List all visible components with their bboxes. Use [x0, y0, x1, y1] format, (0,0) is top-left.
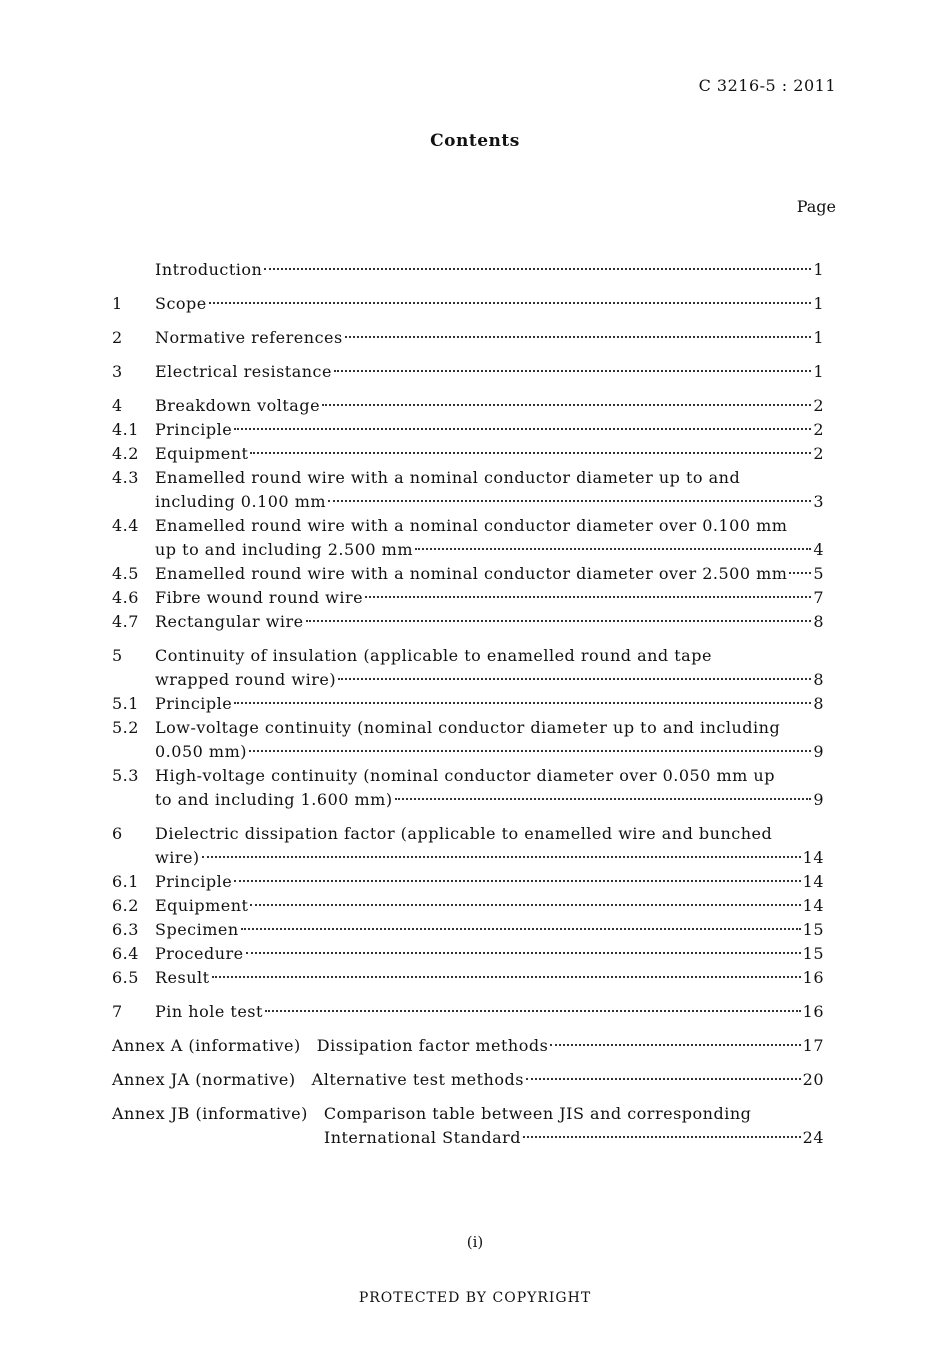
toc-entry-page: 17: [802, 1036, 824, 1055]
toc-entry-line: [155, 894, 824, 918]
dot-leader: [202, 856, 801, 858]
toc-entry-body: [155, 1000, 824, 1024]
toc-entry-title: 0.050 mm): [155, 742, 247, 761]
toc-entry[interactable]: [112, 562, 824, 586]
toc-entry-line: [155, 466, 824, 490]
annex-entry[interactable]: [112, 1068, 824, 1092]
toc-entry-title: Pin hole test: [155, 1002, 263, 1021]
toc-entry-number: 6.2: [112, 896, 139, 915]
dot-leader: [264, 268, 811, 270]
toc-section-group: [112, 1000, 824, 1024]
toc-entry-line: [155, 966, 824, 990]
page-title: Contents: [430, 131, 520, 151]
toc-entry-title: Result: [155, 968, 210, 987]
toc-entry-line: [155, 394, 824, 418]
toc-entry-body: [155, 418, 824, 442]
toc-entry-page: 14: [802, 848, 824, 867]
dot-leader: [415, 548, 811, 550]
dot-leader: [306, 620, 812, 622]
toc-entry-line: [155, 258, 824, 282]
toc-entry-line: [155, 644, 824, 668]
annex-label: Annex A (informative): [112, 1036, 301, 1055]
toc-entry-line: [317, 1034, 824, 1058]
toc-entry-title: Normative references: [155, 328, 343, 347]
toc-entry-body: [155, 894, 824, 918]
toc-entry-body: [155, 942, 824, 966]
toc-section-group: [112, 258, 824, 282]
dot-leader: [338, 678, 811, 680]
toc-entry-title: Enamelled round wire with a nominal conductor diameter over 2.500 mm: [155, 564, 788, 583]
toc-entry-number: 4.3: [112, 468, 139, 487]
toc-entry[interactable]: [112, 894, 824, 918]
toc-entry-number: 5.1: [112, 694, 139, 713]
toc-entry-title: Enamelled round wire with a nominal conductor diameter up to and: [155, 468, 741, 487]
toc-entry-title: Continuity of insulation (applicable to enamelled round and tape: [155, 646, 712, 665]
toc-entry-line: [155, 822, 824, 846]
toc-entry-page: 1: [813, 260, 824, 279]
toc-entry-number: 6.4: [112, 944, 139, 963]
toc-entry-page: 9: [813, 742, 824, 761]
toc-entry-title: including 0.100 mm: [155, 492, 327, 511]
toc-section-group: [112, 822, 824, 990]
dot-leader: [265, 1010, 801, 1012]
annex-entry-body: [312, 1068, 824, 1092]
toc-entry-title: wrapped round wire): [155, 670, 337, 689]
toc-entry-body: [155, 610, 824, 634]
toc-entry-line: [155, 514, 824, 538]
document-code: C 3216-5 : 2011: [698, 76, 836, 95]
toc-entry-body: [155, 586, 824, 610]
toc-entry-line: [155, 562, 824, 586]
toc-entry-line: [155, 292, 824, 316]
toc-entry-line: [155, 668, 824, 692]
toc-entry[interactable]: [112, 870, 824, 894]
toc-entry-title: Enamelled round wire with a nominal conductor diameter over 0.100 mm: [155, 516, 788, 535]
toc-entry-page: 7: [813, 588, 824, 607]
toc-entry-body: [155, 918, 824, 942]
toc-entry-page: 4: [813, 540, 824, 559]
toc-entry[interactable]: [112, 292, 824, 316]
toc-entry-line: [155, 326, 824, 350]
toc-entry-number: 3: [112, 362, 123, 381]
dot-leader: [234, 880, 800, 882]
toc-entry-line: [155, 942, 824, 966]
toc-entry[interactable]: [112, 586, 824, 610]
toc-entry-title: Breakdown voltage: [155, 396, 321, 415]
toc-entry-title: Equipment: [155, 896, 249, 915]
toc-entry-page: 16: [802, 968, 824, 987]
toc-entry[interactable]: [112, 326, 824, 350]
dot-leader: [250, 904, 800, 906]
toc-entry-title: Equipment: [155, 444, 249, 463]
toc-entry-title: Specimen: [155, 920, 239, 939]
copyright-notice: PROTECTED BY COPYRIGHT: [358, 1290, 592, 1306]
dot-leader: [523, 1136, 801, 1138]
toc-entry-line: [324, 1102, 824, 1126]
toc-entry-title: International Standard: [323, 1128, 522, 1147]
toc-entry-line: [155, 846, 824, 870]
toc-entry-number: 5: [112, 646, 123, 665]
toc-entry-body: [155, 442, 824, 466]
toc-entry-line: [155, 442, 824, 466]
toc-entry-page: 14: [802, 872, 824, 891]
dot-leader: [550, 1044, 800, 1046]
toc-entry-title: wire): [155, 848, 200, 867]
dot-leader: [526, 1078, 801, 1080]
toc-entry[interactable]: [112, 1000, 824, 1024]
toc-entry-title: Electrical resistance: [155, 362, 332, 381]
toc-entry-line: [155, 1000, 824, 1024]
toc-entry[interactable]: [112, 394, 824, 418]
toc-entry[interactable]: [112, 442, 824, 466]
toc-entry-title: Principle: [155, 420, 233, 439]
toc-entry[interactable]: [112, 466, 824, 514]
toc-entry-line: [155, 918, 824, 942]
annex-entry-body: [317, 1034, 824, 1058]
toc-entry[interactable]: [112, 610, 824, 634]
toc-entry-line: [155, 692, 824, 716]
toc-entry-page: 8: [813, 612, 824, 631]
dot-leader: [209, 302, 812, 304]
toc-entry-body: [155, 394, 824, 418]
dot-leader: [212, 976, 801, 978]
toc-entry[interactable]: [112, 822, 824, 870]
toc-entry-number: 4.5: [112, 564, 139, 583]
toc-entry-title: Scope: [155, 294, 207, 313]
toc-entry-line: [155, 870, 824, 894]
toc-entry-title: Dielectric dissipation factor (applicable to enamelled wire and bunched: [155, 824, 773, 843]
toc-entry[interactable]: [112, 644, 824, 692]
toc-entry-page: 20: [802, 1070, 824, 1089]
toc-entry-title: Rectangular wire: [155, 612, 304, 631]
toc-entry-number: [112, 258, 155, 282]
toc-entry-number: 6.1: [112, 872, 139, 891]
toc-entry[interactable]: [112, 942, 824, 966]
toc-entry-page: 1: [813, 294, 824, 313]
toc-entry-page: 8: [813, 670, 824, 689]
toc-entry-body: [155, 562, 824, 586]
toc-entry-page: 2: [813, 444, 824, 463]
footer-page-number: (i): [466, 1233, 484, 1251]
toc-entry-line: [155, 586, 824, 610]
toc-entry-body: [155, 764, 824, 812]
toc-entry-number: 4.2: [112, 444, 139, 463]
dot-leader: [395, 798, 812, 800]
toc-entry-title: Principle: [155, 694, 233, 713]
toc-entry-title: to and including 1.600 mm): [155, 790, 393, 809]
dot-leader: [322, 404, 811, 406]
toc-entry-title: Fibre wound round wire: [155, 588, 364, 607]
toc-entry-page: 24: [802, 1128, 824, 1147]
toc-entry-body: [155, 716, 824, 764]
toc-entry-line: [155, 490, 824, 514]
toc-entry-number: 6.3: [112, 920, 139, 939]
toc-entry-body: [155, 966, 824, 990]
toc-entry-number: 4.7: [112, 612, 139, 631]
annex-label: Annex JB (informative): [112, 1104, 308, 1123]
dot-leader: [234, 702, 811, 704]
toc-entry-page: 9: [813, 790, 824, 809]
table-of-contents: [112, 258, 824, 1160]
toc-entry-number: 6.5: [112, 968, 139, 987]
toc-entry-line: [155, 360, 824, 384]
toc-entry-number: 4.6: [112, 588, 139, 607]
toc-entry[interactable]: [112, 360, 824, 384]
annex-entry[interactable]: [112, 1034, 824, 1058]
toc-entry-number: 2: [112, 328, 123, 347]
dot-leader: [334, 370, 811, 372]
toc-entry[interactable]: [112, 764, 824, 812]
dot-leader: [241, 928, 801, 930]
dot-leader: [246, 952, 801, 954]
annex-entry-body: [324, 1102, 824, 1150]
toc-entry-title: High-voltage continuity (nominal conductor diameter over 0.050 mm up: [155, 766, 775, 785]
dot-leader: [789, 572, 811, 574]
toc-entry-number: 4.4: [112, 516, 139, 535]
toc-entry-number: 7: [112, 1002, 123, 1021]
toc-entry-page: 8: [813, 694, 824, 713]
toc-entry[interactable]: [112, 966, 824, 990]
toc-entry-number: 5.3: [112, 766, 139, 785]
toc-entry[interactable]: [112, 258, 824, 282]
toc-entry-title: Comparison table between JIS and corresponding: [323, 1104, 752, 1123]
toc-entry-number: 6: [112, 824, 123, 843]
toc-entry-body: [155, 466, 824, 514]
toc-entry-line: [324, 1126, 824, 1150]
toc-entry-line: [155, 610, 824, 634]
dot-leader: [234, 428, 811, 430]
toc-entry-body: [155, 360, 824, 384]
toc-entry-number: 5.2: [112, 718, 139, 737]
toc-entry[interactable]: [112, 716, 824, 764]
toc-entry-line: [155, 716, 824, 740]
annex-label: Annex JA (normative): [112, 1070, 296, 1089]
toc-entry[interactable]: [112, 918, 824, 942]
toc-entry[interactable]: [112, 692, 824, 716]
toc-entry-number: 4: [112, 396, 123, 415]
toc-entry-line: [155, 418, 824, 442]
toc-entry-body: [155, 822, 824, 870]
dot-leader: [345, 336, 812, 338]
toc-entry-line: [155, 740, 824, 764]
toc-entry-page: 1: [813, 328, 824, 347]
annex-entry[interactable]: [112, 1102, 824, 1150]
toc-entry-body: [155, 644, 824, 692]
toc-entry-page: 15: [802, 944, 824, 963]
toc-entry-number: 1: [112, 294, 123, 313]
dot-leader: [250, 452, 811, 454]
toc-entry-body: [155, 326, 824, 350]
toc-entry-page: 2: [813, 396, 824, 415]
toc-entry-page: 16: [802, 1002, 824, 1021]
toc-entry-line: [155, 764, 824, 788]
toc-entry[interactable]: [112, 418, 824, 442]
page-column-label: Page: [796, 197, 836, 216]
toc-section-group: [112, 360, 824, 384]
toc-entry-line: [155, 538, 824, 562]
toc-entry-page: 1: [813, 362, 824, 381]
toc-section-group: [112, 326, 824, 350]
dot-leader: [249, 750, 811, 752]
toc-entry-page: 3: [813, 492, 824, 511]
toc-entry-title: Introduction: [155, 260, 263, 279]
toc-entry-page: 14: [802, 896, 824, 915]
toc-entry-page: 2: [813, 420, 824, 439]
toc-entry-title: Alternative test methods: [311, 1070, 524, 1089]
toc-entry-title: Principle: [155, 872, 233, 891]
toc-section-group: [112, 644, 824, 812]
toc-entry[interactable]: [112, 514, 824, 562]
toc-entry-title: Low-voltage continuity (nominal conductor diameter up to and including: [155, 718, 781, 737]
toc-entry-number: 4.1: [112, 420, 139, 439]
toc-entry-body: [155, 870, 824, 894]
toc-entry-line: [155, 788, 824, 812]
toc-entry-body: [155, 292, 824, 316]
toc-entry-body: [155, 258, 824, 282]
toc-entry-title: Dissipation factor methods: [316, 1036, 549, 1055]
toc-entry-title: Procedure: [155, 944, 244, 963]
dot-leader: [328, 500, 811, 502]
toc-section-group: [112, 292, 824, 316]
toc-section-group: [112, 394, 824, 634]
toc-entry-title: up to and including 2.500 mm: [155, 540, 413, 559]
toc-entry-body: [155, 514, 824, 562]
toc-entry-body: [155, 692, 824, 716]
toc-entry-page: 15: [802, 920, 824, 939]
toc-entry-line: [312, 1068, 824, 1092]
toc-entry-page: 5: [813, 564, 824, 583]
dot-leader: [365, 596, 811, 598]
